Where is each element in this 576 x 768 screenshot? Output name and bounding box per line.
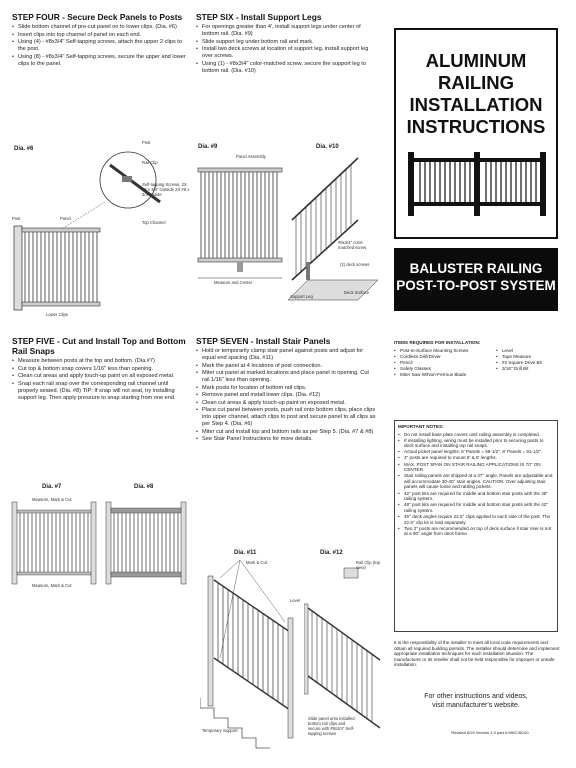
list-item: • Two 2" posts are recommended on top of deck surface if stair riser is not at a 90° angle from deck frame.	[404, 526, 554, 537]
post-label: Post	[142, 140, 151, 145]
diagram-8-label: Dia. #8	[134, 484, 154, 490]
title-line: INSTALLATION	[409, 94, 543, 115]
diagram-7-label: Dia. #7	[42, 484, 62, 490]
list-item: • Snap each rail snap over the corresponding rail channel until properly seated. (Dia. #8) TIP: If snap will not seat, try installing support leg. Then apply pressure to snap starting from one end.	[18, 381, 186, 402]
panel-assembly-label: Panel Assembly	[236, 154, 266, 159]
step-seven-title: STEP SEVEN - Install Stair Panels	[196, 336, 331, 346]
level-label: Level	[290, 598, 301, 603]
list-item: • Using (1) - #8x3/4" color-matched screw, secure the support leg to bottom rail. (Dia. #10)	[202, 61, 374, 75]
list-item: • Cut top & bottom snap covers 1/16" less than opening.	[18, 366, 186, 373]
diagram-8	[104, 484, 188, 594]
list-item: • For openings greater than 4', install support legs under center of bottom rail. (Dia. #9)	[202, 24, 374, 38]
list-item: • Safety Glasses	[400, 366, 496, 372]
list-item: • Using (8) - #8x3/4" Self-tapping screws, secure the upper and lower clips to the panel.	[18, 54, 187, 68]
diagram-6-label: Dia. #6	[14, 146, 34, 152]
support-leg-label: Support Leg	[290, 294, 313, 299]
title-box	[394, 28, 558, 239]
items-required-title: ITEMS REQUIRED FOR INSTALLATION:	[394, 340, 481, 345]
list-item: • Measure between posts at the top and bottom. (Dia.#7)	[18, 358, 186, 365]
rail-clip-label: Rail Clip (top view)	[356, 560, 380, 570]
list-item: • Tape Measure	[502, 354, 542, 360]
step-six-list	[196, 24, 374, 75]
screws-label: Self-tapping Screws, 2X #8 x 3/4" Outside 2X #8 x 3/4" Inside	[142, 182, 190, 197]
list-item: • Slide bottom channel of pre-cut panel on to lower clips. (Dia. #6)	[18, 24, 187, 31]
deck-surface-label: Deck Surface	[344, 290, 370, 295]
list-item: • If installing lighting, wiring must be installed prior to securing posts to deck surface and installing top rail snaps.	[404, 438, 554, 449]
contact-info	[394, 692, 558, 710]
list-item: • Miter Saw W/Non-Ferrous Blade	[400, 372, 496, 378]
step-seven-section	[196, 336, 376, 444]
list-item: • Post-to-Surface Mounting Screws	[400, 348, 496, 354]
temp-support-label: Temporary Support	[202, 728, 238, 733]
diagram-12-label: Dia. #12	[320, 550, 343, 556]
system-banner	[394, 248, 558, 311]
items-required	[394, 340, 558, 378]
step-five-section	[12, 336, 186, 402]
step-five-list	[12, 358, 186, 402]
step-six-section	[196, 12, 374, 75]
list-item: • Using (4) - #8x3/4" Self-tapping screws, attach the upper 2 clips to the post.	[18, 39, 187, 53]
title-line: ALUMINUM RAILING	[425, 50, 527, 93]
contact-line: For other instructions and videos,	[424, 693, 528, 700]
diagram-9	[196, 140, 286, 290]
list-item: • Clean cut areas and apply touch-up paint on all exposed metal.	[18, 373, 186, 380]
rail-snap-install-illustration	[104, 484, 188, 594]
step-seven-list	[196, 348, 376, 443]
top-channel-label: Top Channel	[142, 220, 166, 225]
list-item: • Do not install base plate covers until railing assembly is completed.	[404, 432, 554, 438]
list-item: • #2 Square Drive Bit	[502, 360, 542, 366]
list-item: • Level	[502, 348, 542, 354]
diagram-12	[304, 548, 386, 758]
post-left-label: Post	[12, 216, 21, 221]
list-item: • Place cut panel between posts, push rail onto bottom clips, place clips into upper channel, attach clips to post and secure panel to all clips as per Step 4. (Dia. #6)	[202, 407, 376, 428]
measure-bottom-label: Measure, Mark & Cut	[32, 583, 72, 588]
step-four-title: STEP FOUR - Secure Deck Panels to Posts	[12, 12, 183, 22]
title-line: INSTRUCTIONS	[406, 116, 546, 137]
measure-center-label: Measure and Center	[214, 280, 253, 285]
list-item: • Hold or temporarily clamp stair panel against posts and adjust for equal end spacing (Dia. #11)	[202, 348, 376, 362]
panel-post-illustration	[10, 140, 190, 320]
list-item: • See Stair Panel Instructions for more details.	[202, 436, 376, 443]
list-item: • Slide support leg under bottom rail and mark.	[202, 39, 374, 46]
system-line: POST-TO-POST SYSTEM	[396, 278, 556, 293]
color-screw-label: #8x3/4" color-matched screw	[338, 240, 367, 250]
diagram-6	[10, 140, 190, 320]
support-leg-perspective-illustration	[288, 140, 380, 310]
list-item: • Stair railing panels are shipped at a 37° angle. Panels are adjustable and will accommodate 30-40° stair angles. CAUTION: Over adjusting stair panels will cause loose and rattling pickets.	[404, 473, 554, 490]
mark-cut-label: Mark & Cut	[246, 560, 267, 565]
deck-screws-label: (2) deck screws	[340, 262, 370, 267]
list-item: • Pencil	[400, 360, 496, 366]
rail-clip-label: Rail Clip	[142, 160, 158, 165]
diagram-11-label: Dia. #11	[234, 550, 257, 556]
list-item: • Miter cut and install top and bottom rails as per Step 5. (Dia. #7 & #8)	[202, 429, 376, 436]
step-four-section	[12, 12, 187, 68]
stair-panel-illustration	[200, 548, 304, 758]
diagram-10-label: Dia. #10	[316, 144, 339, 150]
revision-note: Revised 6/24 Version 1.0 part # MHC36100	[451, 730, 529, 735]
support-leg-front-illustration	[196, 140, 286, 290]
list-item: • Mark the panel at 4 locations of post connection.	[202, 363, 376, 370]
diagram-10	[288, 140, 380, 310]
list-item: • 42" post kits are required for middle and bottom stair posts with the 36" railing system.	[404, 491, 554, 502]
step-five-title: STEP FIVE - Cut and Install Top and Bottom Rail Snaps	[12, 336, 186, 356]
items-required-col1	[394, 348, 496, 378]
disclaimer: It is the responsibility of the installer to meet all local code requirements and obtain all required building permits. The installer should determine and implement appropriate installation techniques for each installation situation. The manufacturer or its reseller shall not be held responsible for improper or unsafe installation.	[394, 640, 560, 668]
step-six-title: STEP SIX - Install Support Legs	[196, 12, 322, 22]
list-item: • Insert clips into top channel of panel on each end.	[18, 32, 187, 39]
measure-top-label: Measure, Mark & Cut	[32, 497, 72, 502]
system-line: BALUSTER RAILING	[409, 261, 543, 276]
notes-list	[398, 432, 554, 537]
lower-clips-label: Lower Clips	[46, 312, 68, 317]
important-notes	[394, 420, 558, 632]
list-item: • Clean cut areas & apply touch-up paint on exposed metal.	[202, 400, 376, 407]
items-required-col2	[496, 348, 542, 378]
list-item: • 45° deck angles require 22.5° clips applied to each side of the post. The 22.5° clip kit is sold separately.	[404, 514, 554, 525]
list-item: • Mark posts for location of bottom rail clips.	[202, 385, 376, 392]
notes-title: IMPORTANT NOTES:	[398, 424, 444, 429]
list-item: • MAX. POST SPAN ON STAIR RAILING APPLICATIONS IS 70" ON CENTER.	[404, 462, 554, 473]
document-title	[396, 50, 556, 138]
railing-logo-illustration	[402, 148, 552, 218]
list-item: • Remove panel and install lower clips. (Dia. #12)	[202, 392, 376, 399]
slide-panel-label: Slide panel onto installed bottom rail clips and secure with #8x3/4" Self-tapping screws	[308, 716, 355, 736]
list-item: • Install two deck screws at location of support leg, install support leg over screws.	[202, 46, 374, 60]
diagram-9-label: Dia. #9	[198, 144, 218, 150]
list-item: • 3/16" Drill Bit	[502, 366, 542, 372]
list-item: • Actual picket panel lengths: 6' Panels = 69-1/2", 8' Panels = 91-1/2".	[404, 449, 554, 455]
diagram-11	[200, 548, 304, 758]
step-four-list	[12, 24, 187, 68]
diagram-7	[10, 484, 98, 594]
list-item: • 2" posts are required to mount 6' & 8' lengths.	[404, 455, 554, 461]
list-item: • Miter cut panel at marked locations and place panel in opening. Cut rail 1/16" less than opening.	[202, 370, 376, 384]
panel-label: Panel	[60, 216, 71, 221]
contact-line: visit manufacturer's website.	[432, 702, 520, 709]
list-item: • 48" post kits are required for middle and bottom stair posts with the 42" railing system.	[404, 502, 554, 513]
list-item: • Cordless Drill/Driver	[400, 354, 496, 360]
